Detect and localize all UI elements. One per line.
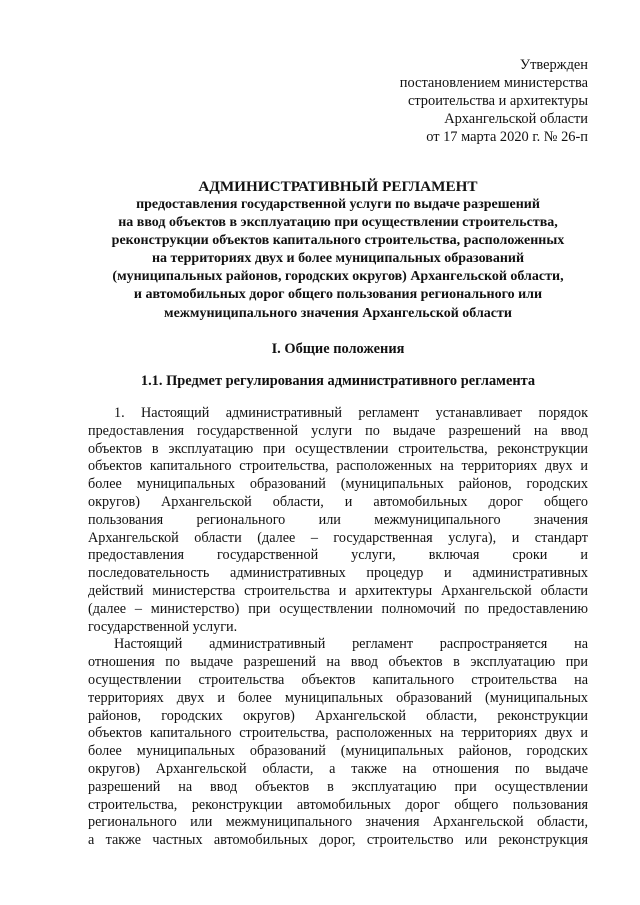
approval-line: постановлением министерства	[399, 75, 588, 91]
text-line: объектов капитального строительства, расположенных на территориях двух и	[88, 458, 588, 475]
approval-line: от 17 марта 2020 г. № 26-п	[426, 129, 588, 145]
text-line: Архангельской области (далее – государственная услуга), и стандарт	[88, 529, 588, 546]
subtitle-line: на территориях двух и более муниципальных образований	[151, 251, 525, 267]
subsection-heading: 1.1. Предмет регулирования административного регламента	[140, 373, 536, 389]
text-line: районов, городских округов) Архангельской области, реконструкции	[88, 707, 588, 724]
text-line: государственной услуги.	[88, 618, 238, 635]
subtitle-line: и автомобильных дорог общего пользования регионального или	[133, 287, 543, 303]
text-line: отношения по выдаче разрешений на ввод объектов в эксплуатацию при	[88, 654, 588, 671]
text-line: округов) Архангельской области, и автомобильных дорог общего	[88, 493, 588, 510]
subtitle-line: реконструкции объектов капитального строительства, расположенных	[111, 233, 565, 249]
text-line: а также частных автомобильных дорог, строительство или реконструкция	[88, 832, 588, 849]
subtitle-line: (муниципальных районов, городских округов) Архангельской области,	[112, 269, 564, 285]
document-subtitle	[88, 196, 588, 323]
text-line: последовательность административных процедур и административных	[88, 565, 588, 582]
approval-stamp	[400, 56, 588, 146]
text-line: пользования регионального или межмуниципального значения	[88, 511, 588, 528]
text-line: объектов капитального строительства, расположенных на территориях двух и	[88, 725, 588, 742]
paragraph-2	[88, 636, 588, 850]
text-line: округов) Архангельской области, а также на отношения по выдаче	[88, 760, 588, 777]
subtitle-line: на ввод объектов в эксплуатацию при осуществлении строительства,	[118, 215, 558, 231]
text-line: более муниципальных образований (муниципальных районов, городских	[88, 743, 588, 760]
text-line: Настоящий административный регламент распространяется на	[114, 636, 588, 653]
text-line: осуществлении строительства объектов капитального строительства на	[88, 671, 588, 688]
body-text	[88, 405, 588, 850]
text-line: предоставления государственной услуги, включая сроки и	[88, 547, 588, 564]
text-line: разрешений на ввод объектов в эксплуатацию при осуществлении	[88, 778, 588, 795]
text-line: действий министерства строительства и архитектуры Архангельской области	[88, 582, 588, 599]
paragraph-1	[88, 405, 588, 636]
text-line: территориях двух и более муниципальных образований (муниципальных	[88, 689, 588, 706]
text-line: 1. Настоящий административный регламент устанавливает порядок	[114, 405, 588, 421]
text-line: строительства, реконструкции автомобильных дорог общего пользования	[88, 796, 588, 813]
text-line: регионального или межмуниципального значения Архангельской области,	[88, 814, 588, 831]
section-heading: I. Общие положения	[271, 341, 405, 357]
text-line: более муниципальных образований (муниципальных районов, городских	[88, 476, 588, 493]
text-line: предоставления государственной услуги по выдаче разрешений на ввод	[88, 422, 588, 439]
approval-line: Утвержден	[519, 57, 588, 73]
subtitle-line: межмуниципального значения Архангельской области	[164, 305, 512, 321]
subtitle-line: предоставления государственной услуги по выдаче разрешений	[136, 197, 540, 212]
approval-line: Архангельской области	[444, 111, 588, 127]
text-line: (далее – министерство) при осуществлении полномочий по предоставлению	[88, 600, 588, 617]
document-title: АДМИНИСТРАТИВНЫЙ РЕГЛАМЕНТ	[198, 178, 478, 195]
text-line: объектов в эксплуатацию при осуществлении строительства, реконструкции	[88, 440, 588, 457]
approval-line: строительства и архитектуры	[407, 93, 588, 109]
